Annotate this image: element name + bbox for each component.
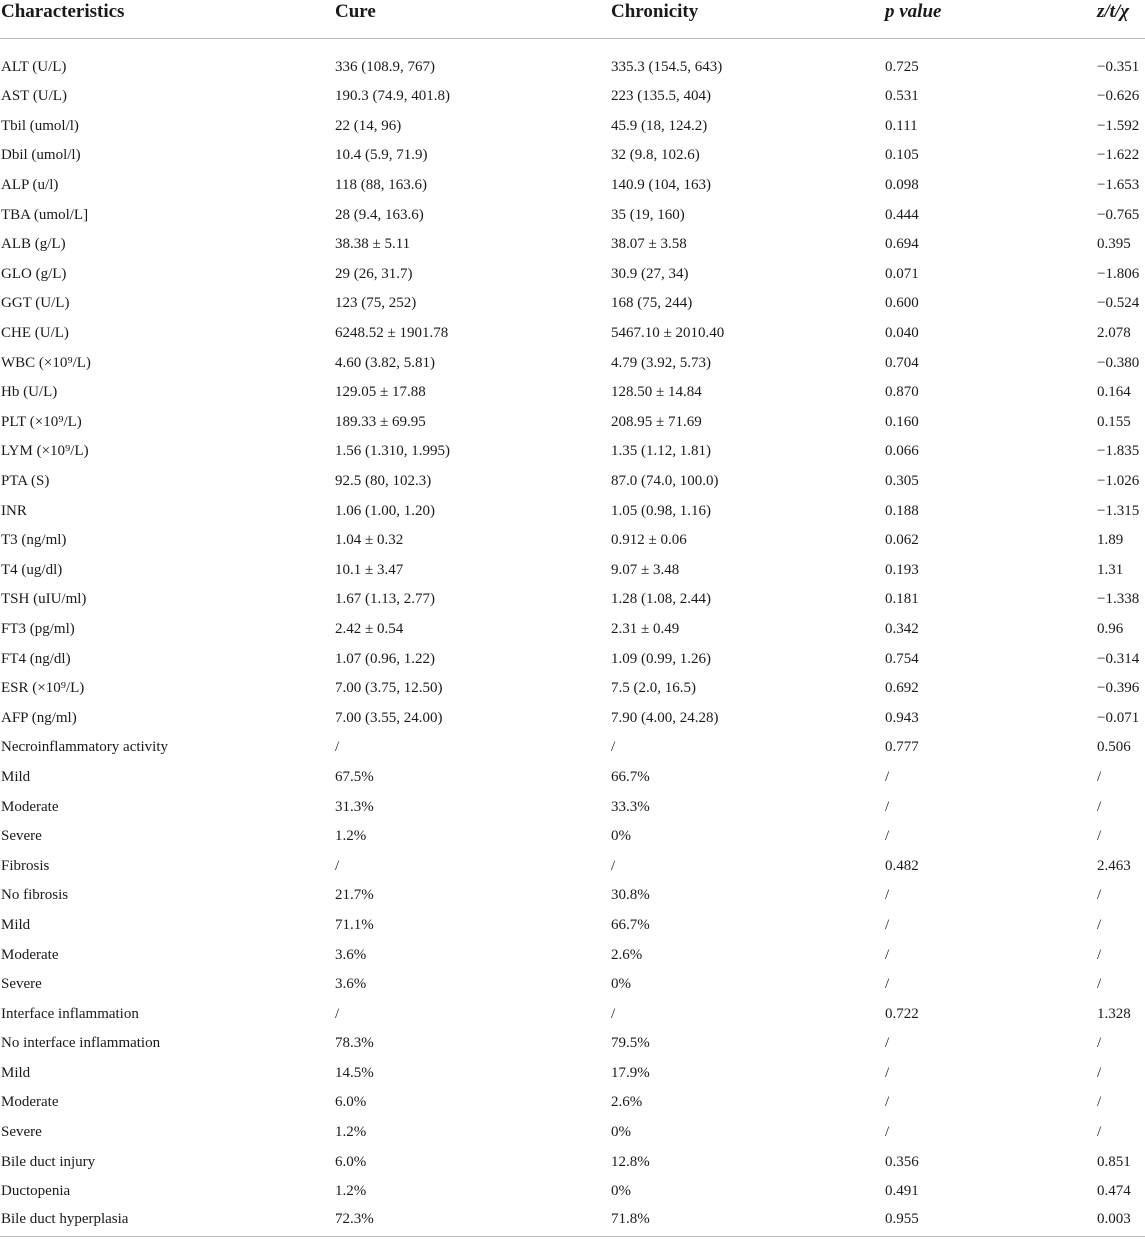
cell-cure: 22 (14, 96) xyxy=(335,117,402,134)
cell-cure: 129.05 ± 17.88 xyxy=(335,384,426,401)
table-row xyxy=(0,556,1145,586)
cell-cure: / xyxy=(335,857,340,874)
cell-p-value: / xyxy=(885,916,890,933)
table-row xyxy=(0,999,1145,1029)
header-cure: Cure xyxy=(335,0,611,38)
table-row xyxy=(0,674,1145,704)
cell-characteristic: No interface inflammation xyxy=(1,1035,161,1052)
table-row xyxy=(0,1118,1145,1148)
table-row xyxy=(0,1088,1145,1118)
cell-p-value: / xyxy=(885,1094,890,1111)
table-row xyxy=(0,1177,1145,1207)
cell-characteristic: Severe xyxy=(1,1124,42,1141)
cell-characteristic: Tbil (umol/l) xyxy=(1,117,79,134)
cell-p-value: 0.482 xyxy=(885,857,919,874)
cell-chronicity: 45.9 (18, 124.2) xyxy=(611,117,708,134)
cell-characteristic: T3 (ng/ml) xyxy=(1,532,67,549)
cell-chronicity: 79.5% xyxy=(611,1035,650,1052)
cell-p-value: 0.955 xyxy=(885,1207,1097,1237)
cell-chronicity: 5467.10 ± 2010.40 xyxy=(611,325,725,342)
cell-test-statistic: 0.395 xyxy=(1097,236,1131,253)
cell-characteristic: LYM (×10⁹/L) xyxy=(1,443,89,460)
cell-cure: 336 (108.9, 767) xyxy=(335,58,435,75)
cell-test-statistic: / xyxy=(1097,1035,1102,1052)
cell-p-value: / xyxy=(885,798,890,815)
cell-cure: / xyxy=(335,1005,340,1022)
cell-test-statistic: −1.592 xyxy=(1097,117,1140,134)
cell-chronicity: 140.9 (104, 163) xyxy=(611,177,711,194)
cell-test-statistic: −1.338 xyxy=(1097,591,1140,608)
cell-cure: / xyxy=(335,739,340,756)
table-row xyxy=(0,881,1145,911)
table-row xyxy=(0,1059,1145,1089)
cell-characteristic: TSH (uIU/ml) xyxy=(1,591,87,608)
cell-characteristic: Moderate xyxy=(1,798,59,815)
cell-chronicity: 33.3% xyxy=(611,798,650,815)
cell-characteristic: ALP (u/l) xyxy=(1,177,59,194)
cell-cure: 1.06 (1.00, 1.20) xyxy=(335,502,435,519)
cell-chronicity: 1.05 (0.98, 1.16) xyxy=(611,502,711,519)
cell-chronicity: / xyxy=(611,739,616,756)
table-row xyxy=(0,822,1145,852)
cell-test-statistic: −0.380 xyxy=(1097,354,1140,371)
cell-characteristic: T4 (ug/dl) xyxy=(1,561,63,578)
cell-cure: 1.04 ± 0.32 xyxy=(335,532,404,549)
cell-chronicity: 223 (135.5, 404) xyxy=(611,88,711,105)
cell-cure: 10.4 (5.9, 71.9) xyxy=(335,147,428,164)
cell-p-value: 0.531 xyxy=(885,88,919,105)
cell-chronicity: 32 (9.8, 102.6) xyxy=(611,147,700,164)
cell-p-value: 0.943 xyxy=(885,709,919,726)
cell-test-statistic: −0.524 xyxy=(1097,295,1140,312)
cell-test-statistic: −1.653 xyxy=(1097,177,1140,194)
cell-chronicity: 0% xyxy=(611,1124,631,1141)
cell-characteristic: No fibrosis xyxy=(1,887,69,904)
cell-characteristic: Bile duct hyperplasia xyxy=(0,1207,335,1237)
cell-characteristic: TBA (umol/L] xyxy=(1,206,89,223)
cell-chronicity: 66.7% xyxy=(611,916,650,933)
cell-p-value: 0.777 xyxy=(885,739,919,756)
cell-p-value: 0.491 xyxy=(885,1183,919,1200)
table-row xyxy=(0,408,1145,438)
cell-p-value: 0.040 xyxy=(885,325,919,342)
cell-chronicity: 4.79 (3.92, 5.73) xyxy=(611,354,711,371)
cell-cure: 189.33 ± 69.95 xyxy=(335,413,426,430)
table-row xyxy=(0,289,1145,319)
cell-p-value: 0.188 xyxy=(885,502,919,519)
cell-p-value: 0.692 xyxy=(885,680,919,697)
cell-cure: 6.0% xyxy=(335,1153,367,1170)
cell-test-statistic: −1.622 xyxy=(1097,147,1140,164)
cell-chronicity: 7.5 (2.0, 16.5) xyxy=(611,680,696,697)
cell-test-statistic: −1.806 xyxy=(1097,265,1140,282)
cell-test-statistic: −0.351 xyxy=(1097,58,1140,75)
cell-p-value: 0.305 xyxy=(885,473,919,490)
cell-p-value: / xyxy=(885,976,890,993)
cell-characteristic: Moderate xyxy=(1,1094,59,1111)
table-row xyxy=(0,526,1145,556)
cell-cure: 6248.52 ± 1901.78 xyxy=(335,325,449,342)
cell-chronicity: 12.8% xyxy=(611,1153,650,1170)
cell-chronicity: 71.8% xyxy=(611,1207,885,1237)
header-chronicity: Chronicity xyxy=(611,0,885,38)
cell-cure: 1.2% xyxy=(335,828,367,845)
cell-cure: 7.00 (3.75, 12.50) xyxy=(335,680,443,697)
cell-characteristic: Mild xyxy=(1,1064,31,1081)
cell-p-value: / xyxy=(885,828,890,845)
cell-test-statistic: −0.071 xyxy=(1097,709,1140,726)
cell-test-statistic: −1.835 xyxy=(1097,443,1140,460)
table-row xyxy=(0,970,1145,1000)
cell-test-statistic: −0.396 xyxy=(1097,680,1140,697)
cell-test-statistic: 0.506 xyxy=(1097,739,1131,756)
cell-chronicity: 0.912 ± 0.06 xyxy=(611,532,687,549)
cell-chronicity: 66.7% xyxy=(611,768,650,785)
cell-characteristic: INR xyxy=(1,502,27,519)
cell-p-value: 0.754 xyxy=(885,650,919,667)
cell-characteristic: Mild xyxy=(1,768,31,785)
cell-characteristic: AST (U/L) xyxy=(1,88,67,105)
cell-chronicity: 30.8% xyxy=(611,887,650,904)
cell-characteristic: Mild xyxy=(1,916,31,933)
cell-chronicity: 335.3 (154.5, 643) xyxy=(611,58,723,75)
cell-cure: 92.5 (80, 102.3) xyxy=(335,473,432,490)
table-row xyxy=(0,911,1145,941)
table-row xyxy=(0,763,1145,793)
cell-chronicity: 35 (19, 160) xyxy=(611,206,685,223)
cell-p-value: / xyxy=(885,768,890,785)
table-row xyxy=(0,260,1145,290)
cell-cure: 1.2% xyxy=(335,1183,367,1200)
cell-test-statistic: 1.328 xyxy=(1097,1005,1131,1022)
cell-chronicity: 30.9 (27, 34) xyxy=(611,265,689,282)
table-row xyxy=(0,348,1145,378)
cell-test-statistic: / xyxy=(1097,1064,1102,1081)
cell-cure: 6.0% xyxy=(335,1094,367,1111)
cell-chronicity: 38.07 ± 3.58 xyxy=(611,236,687,253)
cell-p-value: / xyxy=(885,946,890,963)
table-row xyxy=(0,615,1145,645)
cell-cure: 1.56 (1.310, 1.995) xyxy=(335,443,450,460)
table-row xyxy=(0,378,1145,408)
cell-p-value: 0.694 xyxy=(885,236,919,253)
table-row xyxy=(0,703,1145,733)
cell-cure: 3.6% xyxy=(335,976,367,993)
cell-p-value: 0.111 xyxy=(885,117,918,134)
table-row xyxy=(0,1207,1145,1237)
cell-test-statistic: / xyxy=(1097,887,1102,904)
header-characteristics: Characteristics xyxy=(0,0,335,38)
cell-p-value: 0.600 xyxy=(885,295,919,312)
cell-characteristic: Ductopenia xyxy=(1,1183,71,1200)
cell-p-value: 0.160 xyxy=(885,413,919,430)
cell-chronicity: 168 (75, 244) xyxy=(611,295,693,312)
cell-characteristic: Moderate xyxy=(1,946,59,963)
cell-test-statistic: / xyxy=(1097,946,1102,963)
cell-characteristic: CHE (U/L) xyxy=(1,325,69,342)
table-body xyxy=(0,38,1145,1236)
cell-p-value: 0.444 xyxy=(885,206,919,223)
cell-characteristic: Severe xyxy=(1,828,42,845)
cell-p-value: 0.066 xyxy=(885,443,919,460)
cell-chronicity: 2.6% xyxy=(611,946,643,963)
table-row xyxy=(0,940,1145,970)
table-row xyxy=(0,644,1145,674)
cell-characteristic: Bile duct injury xyxy=(1,1153,96,1170)
cell-test-statistic: 0.851 xyxy=(1097,1153,1131,1170)
cell-p-value: 0.098 xyxy=(885,177,919,194)
header-row xyxy=(0,0,1145,38)
cell-cure: 118 (88, 163.6) xyxy=(335,177,427,194)
cell-characteristic: Necroinflammatory activity xyxy=(1,739,169,756)
cell-cure: 78.3% xyxy=(335,1035,374,1052)
cell-p-value: 0.181 xyxy=(885,591,919,608)
table-row xyxy=(0,230,1145,260)
cell-test-statistic: 2.463 xyxy=(1097,857,1131,874)
table-row xyxy=(0,200,1145,230)
cell-characteristic: ESR (×10⁹/L) xyxy=(1,680,85,697)
cell-chronicity: 1.28 (1.08, 2.44) xyxy=(611,591,711,608)
cell-chronicity: 87.0 (74.0, 100.0) xyxy=(611,473,719,490)
cell-chronicity: 9.07 ± 3.48 xyxy=(611,561,680,578)
cell-chronicity: 0% xyxy=(611,828,631,845)
cell-p-value: 0.342 xyxy=(885,620,919,637)
cell-characteristic: GGT (U/L) xyxy=(1,295,70,312)
cell-test-statistic: −1.315 xyxy=(1097,502,1140,519)
cell-cure: 38.38 ± 5.11 xyxy=(335,236,411,253)
cell-test-statistic: 0.474 xyxy=(1097,1183,1131,1200)
cell-characteristic: GLO (g/L) xyxy=(1,265,67,282)
table-row xyxy=(0,82,1145,112)
table-row xyxy=(0,141,1145,171)
cell-characteristic: Severe xyxy=(1,976,42,993)
cell-p-value: / xyxy=(885,887,890,904)
table-row xyxy=(0,1147,1145,1177)
table-row xyxy=(0,792,1145,822)
header-test-statistic: z/t/χ xyxy=(1097,0,1145,38)
cell-characteristic: PLT (×10⁹/L) xyxy=(1,413,82,430)
cell-p-value: 0.071 xyxy=(885,265,919,282)
cell-test-statistic: −1.026 xyxy=(1097,473,1140,490)
cell-chronicity: 0% xyxy=(611,976,631,993)
cell-cure: 3.6% xyxy=(335,946,367,963)
table-row xyxy=(0,496,1145,526)
cell-chronicity: 0% xyxy=(611,1183,631,1200)
cell-test-statistic: / xyxy=(1097,1124,1102,1141)
cell-chronicity: 1.09 (0.99, 1.26) xyxy=(611,650,711,667)
cell-chronicity: / xyxy=(611,857,616,874)
cell-cure: 28 (9.4, 163.6) xyxy=(335,206,424,223)
cell-test-statistic: −0.314 xyxy=(1097,650,1140,667)
table-row xyxy=(0,733,1145,763)
table-header xyxy=(0,0,1145,38)
table-row xyxy=(0,38,1145,82)
cell-p-value: / xyxy=(885,1035,890,1052)
cell-chronicity: 17.9% xyxy=(611,1064,650,1081)
cell-cure: 14.5% xyxy=(335,1064,374,1081)
cell-cure: 4.60 (3.82, 5.81) xyxy=(335,354,435,371)
cell-p-value: / xyxy=(885,1124,890,1141)
cell-cure: 72.3% xyxy=(335,1207,611,1237)
cell-cure: 190.3 (74.9, 401.8) xyxy=(335,88,450,105)
cell-p-value: 0.722 xyxy=(885,1005,919,1022)
cell-characteristic: FT3 (pg/ml) xyxy=(1,620,75,637)
cell-chronicity: 2.6% xyxy=(611,1094,643,1111)
cell-characteristic: ALT (U/L) xyxy=(1,58,67,75)
table-row xyxy=(0,171,1145,201)
cell-p-value: 0.356 xyxy=(885,1153,919,1170)
cell-test-statistic: 1.31 xyxy=(1097,561,1124,578)
cell-p-value: 0.704 xyxy=(885,354,919,371)
cell-chronicity: 2.31 ± 0.49 xyxy=(611,620,680,637)
cell-p-value: 0.105 xyxy=(885,147,919,164)
cell-characteristic: Hb (U/L) xyxy=(1,384,58,401)
cell-cure: 67.5% xyxy=(335,768,374,785)
cell-p-value: 0.193 xyxy=(885,561,919,578)
cell-cure: 71.1% xyxy=(335,916,374,933)
cell-characteristic: FT4 (ng/dl) xyxy=(1,650,71,667)
cell-cure: 21.7% xyxy=(335,887,374,904)
table-row xyxy=(0,437,1145,467)
cell-cure: 31.3% xyxy=(335,798,374,815)
cell-characteristic: Fibrosis xyxy=(1,857,50,874)
cell-characteristic: WBC (×10⁹/L) xyxy=(1,354,91,371)
cell-test-statistic: 0.155 xyxy=(1097,413,1131,430)
cell-test-statistic: 1.89 xyxy=(1097,532,1124,549)
cell-characteristic: AFP (ng/ml) xyxy=(1,709,77,726)
cell-test-statistic: / xyxy=(1097,768,1102,785)
cell-test-statistic: / xyxy=(1097,1094,1102,1111)
cell-chronicity: 208.95 ± 71.69 xyxy=(611,413,702,430)
cell-p-value: 0.870 xyxy=(885,384,919,401)
cell-test-statistic: −0.765 xyxy=(1097,206,1140,223)
table-row xyxy=(0,112,1145,142)
cell-test-statistic: / xyxy=(1097,916,1102,933)
table-row xyxy=(0,851,1145,881)
header-p-value: p value xyxy=(885,0,1097,38)
cell-test-statistic: −0.626 xyxy=(1097,88,1140,105)
cell-cure: 29 (26, 31.7) xyxy=(335,265,413,282)
cell-test-statistic: 0.164 xyxy=(1097,384,1131,401)
cell-test-statistic: / xyxy=(1097,976,1102,993)
cell-p-value: 0.725 xyxy=(885,58,919,75)
cell-chronicity: / xyxy=(611,1005,616,1022)
cell-cure: 1.2% xyxy=(335,1124,367,1141)
table-row xyxy=(0,585,1145,615)
cell-test-statistic: 0.96 xyxy=(1097,620,1124,637)
cell-characteristic: Interface inflammation xyxy=(1,1005,139,1022)
cell-chronicity: 128.50 ± 14.84 xyxy=(611,384,702,401)
cell-p-value: / xyxy=(885,1064,890,1081)
cell-characteristic: ALB (g/L) xyxy=(1,236,66,253)
cell-chronicity: 7.90 (4.00, 24.28) xyxy=(611,709,719,726)
cell-characteristic: Dbil (umol/l) xyxy=(1,147,81,164)
cell-cure: 1.67 (1.13, 2.77) xyxy=(335,591,435,608)
table-row xyxy=(0,467,1145,497)
cell-cure: 2.42 ± 0.54 xyxy=(335,620,404,637)
cell-p-value: 0.062 xyxy=(885,532,919,549)
cell-cure: 1.07 (0.96, 1.22) xyxy=(335,650,435,667)
cell-characteristic: PTA (S) xyxy=(1,473,50,490)
cell-cure: 10.1 ± 3.47 xyxy=(335,561,404,578)
table-row xyxy=(0,1029,1145,1059)
cell-cure: 7.00 (3.55, 24.00) xyxy=(335,709,443,726)
cell-test-statistic: / xyxy=(1097,828,1102,845)
cell-test-statistic: / xyxy=(1097,798,1102,815)
table-row xyxy=(0,319,1145,349)
cell-cure: 123 (75, 252) xyxy=(335,295,417,312)
cell-test-statistic: 0.003 xyxy=(1097,1207,1145,1237)
cell-chronicity: 1.35 (1.12, 1.81) xyxy=(611,443,711,460)
cell-test-statistic: 2.078 xyxy=(1097,325,1131,342)
